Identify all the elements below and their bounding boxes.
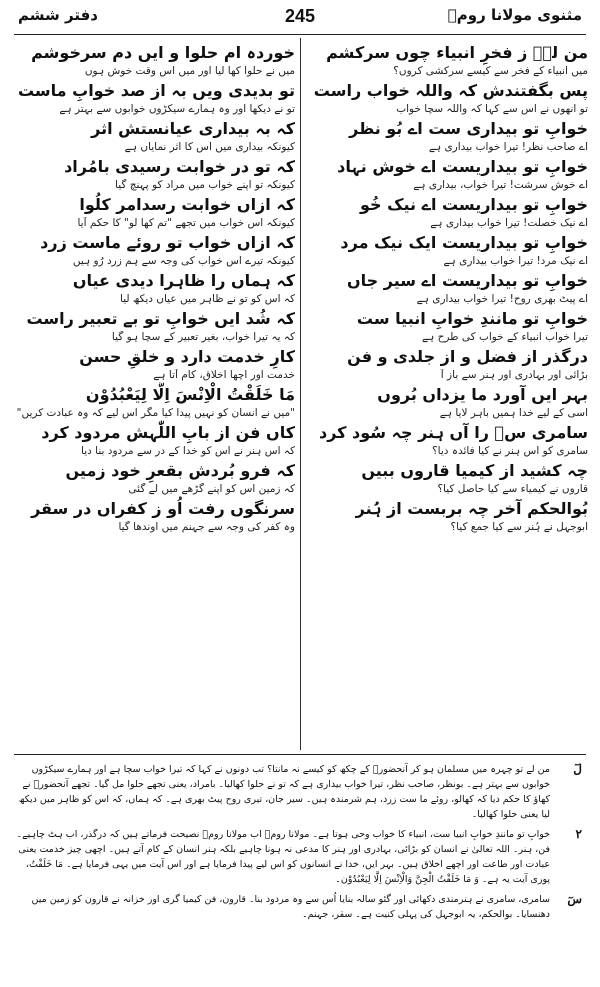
footnotes <box>14 762 586 927</box>
footnote <box>14 892 586 922</box>
header-rule <box>14 34 586 35</box>
right-column <box>305 40 588 534</box>
translation-line: اسی کے لیے خدا ہمیں باہر لایا ہے <box>439 407 588 419</box>
translation-line: قاروں نے کیمیاء سے کیا حاصل کیا؟ <box>437 483 588 495</box>
translation-line: کیونکہ تیرے اُس خواب کی وجہ سے ہم زرد رُو ہیں <box>72 255 295 267</box>
verse-line: کاں فن از بابِ اللّٰہش مردود کرد <box>41 423 295 442</box>
translation-line: کہ اُس کو تو نے ظاہر میں عیاں دیکھ لیا <box>120 293 295 305</box>
book-title: مثنوی مولانا رومؒ <box>447 6 582 24</box>
page-number: 245 <box>284 6 316 26</box>
verse-line: کہ فرو بُردش بقعرِ خود زمیں <box>65 461 295 480</box>
translation-line: "میں نے انسان کو نہیں پیدا کیا مگر اس لیے کہ وہ عبادت کریں" <box>16 407 295 419</box>
translation-line: کہ زمین اُس کو اپنے گڑھے میں لے گئی <box>128 483 295 495</box>
translation-line: کہ اُس ہنر نے اُس کو خدا کے در سے مردود بنا دیا <box>81 445 295 457</box>
verse-line: بُوالحکم آخر چہ بربست از ہُنر <box>355 499 588 518</box>
translation-line: میں نے حلوا کھا لیا اور میں اس وقت خوش ہوں <box>84 65 295 77</box>
translation-line: میں انبیاء کے فخر سے کیسے سرکشی کروں؟ <box>393 65 588 77</box>
translation-line: خدمت اور اچھا اخلاق، کام آتا ہے <box>153 369 295 381</box>
translation-line: کیونکہ اُس خواب میں تجھے "تم کھا لو" کا حکم آیا <box>77 217 295 229</box>
translation-line: تو انھوں نے اُس سے کہا کہ واللہ سچا خواب <box>396 103 588 115</box>
verse-line: کہ ہماں را ظاہرا دیدی عیاں <box>72 271 295 290</box>
verse-line: کہ شُد ایں خوابِ تو بے تعبیر راست <box>26 309 295 328</box>
translation-line: اے خوش سرشت! تیرا خواب، بیداری ہے <box>413 179 588 191</box>
verse-line: خوابِ تو بیداریست اے خوش نہاد <box>337 157 588 176</box>
translation-line: اے نیک خصلت! تیرا خواب بیداری ہے <box>430 217 588 229</box>
column-divider <box>300 38 301 750</box>
translation-line: کہ یہ تیرا خواب، بغیر تعبیر کے سچا ہو گیا <box>111 331 295 343</box>
verse-line: درگذر از فضل و از جلدی و فن <box>347 347 588 366</box>
verse-line: چہ کشید از کیمیا قاروں ببیں <box>361 461 588 480</box>
translation-line: اے نیک مرد! تیرا خواب بیداری ہے <box>443 255 588 267</box>
verse-line: من لےؔ ز فخرِ انبیاء چوں سرکشم <box>326 43 588 62</box>
translation-line: سامری کو اُس ہنر نے کیا فائدہ دیا؟ <box>432 445 588 457</box>
verse-line: بہر ایں آورد ما یزداں بُروں <box>377 385 588 404</box>
verse-line: خوابِ تو مانندِ خوابِ انبیا ست <box>356 309 588 328</box>
translation-line: ابوجہل نے ہُنر سے کیا جمع کیا؟ <box>450 521 588 533</box>
translation-line: تیرا خواب انبیاء کے خواب کی طرح ہے <box>421 331 588 343</box>
verse-line: تو بدیدی ویں بہ از صد خوابِ ماست <box>17 81 295 100</box>
translation-line: وہ کفر کی وجہ سے جہنم میں اوندھا گیا <box>118 521 295 533</box>
section-title: دفتر ششم <box>18 6 98 24</box>
footnote-rule <box>14 754 586 755</box>
footnote-text: من لے تو چہرہ میں مسلمان ہو کر آنحضورؐ کے چکھ کو کیسے نہ مانتا؟ تب دونوں نے کہا کہ تیرا خواب سچا ہے اور ہمارے سیکڑوں خوابوں سے بہتر ہے۔ بونظر، صاحب نظر، تیرا خواب بیداری ہے کہ تو نے حلوا کھالیا۔ بامراد، یعنی تجھے حلوا مل گیا۔ تجھے آنحضورؐ نے کھاؤ کا حکم دیا کہ کھالو، روئے ما ست زرد، ہم شرمندہ ہیں۔ سیر جان، تیری روح پیٹ بھری ہے۔ کہ ہماں، کہ اس کو ظاہر میں دیکھ لیا یعنی حلوا کھالیا۔ <box>18 764 550 820</box>
verse-line: سرنگوں رفت اُو ز کفراں در سقر <box>31 499 295 518</box>
verse-line: خوابِ تو بیداریست ایک نیک مرد <box>340 233 588 252</box>
verse-line: پس بگفتندش کہ واللہ خواب راست <box>313 81 588 100</box>
verse-line: خوابِ تو بیداریست اے سیر جاں <box>347 271 588 290</box>
translation-line: اے صاحب نظر! تیرا خواب بیداری ہے <box>428 141 588 153</box>
footnote-text: سامری، سامری نے ہنرمندی دکھائی اور گئو سالہ بنایا اُس سے وہ مردود بنا۔ قارون، فن کیمیا گری اور خزانہ نے قارون کو زمین میں دھنسایا۔ بوالحکم، یہ ابوجہل کی پہلی کنیت ہے۔ سقر، جہنم۔ <box>31 894 550 920</box>
translation-line: تو نے دیکھا اور وہ ہمارے سیکڑوں خوابوں سے بہتر ہے <box>59 103 295 115</box>
left-column <box>12 40 295 534</box>
page-header <box>0 4 600 34</box>
verse-line: کہ ازاں خوابت رسدامر کلُوا <box>79 195 295 214</box>
verse-line: خوابِ تو بیداریست اے نیک خُو <box>359 195 588 214</box>
verse-line: سامری سؔ را آں ہنر چہ سُود کرد <box>319 423 588 442</box>
verse-line: کہ بہ بیداری عیانستش اثر <box>91 119 295 138</box>
footnote-number: سٓ <box>567 892 582 906</box>
footnote-number: لٓ <box>573 762 582 776</box>
verse-line: خوردہ ام حلوا و ایں دم سرخوشم <box>31 43 295 62</box>
verse-line: مَا خَلَقْتُ الْاِنْسَ اِلَّا لِيَعْبُدُوْن <box>85 385 295 404</box>
verse-line: کہ ازاں خواب تو روئے ماست زرد <box>40 233 295 252</box>
footnote-text: خوابِ تو مانندِ خوابِ انبیا ست، انبیاء کا خواب وحی ہوتا ہے۔ مولانا رومؒ اب مولانا رومؒ نصیحت فرماتے ہیں کہ درگذر، اب ہٹ چاہیے۔ فن، ہنر۔ اللہ تعالیٰ نے انسان کو بڑائی، بہادری اور ہنر کا مدعی نہ ہونا چاہیے بلکہ ہنر انسان کے کام آتے ہیں۔ اچھی چیز خدمت یعنی عبادت اور طاعت اور اچھے اخلاق ہیں۔ بہر ایں، خدا نے انسانوں کو اس لیے پیدا فرمایا ہے اور اس آیت میں یہی فرمایا ہے۔ مَا خَلَقْتُ، پوری آیت یہ ہے۔ وَ مَا خَلَقْتُ الْجِنَّ وَالْاِنْسَ اِلَّا لِيَعْبُدُوْن۔ <box>16 829 550 885</box>
translation-line: کیونکہ تو اپنے خواب میں مراد کو پہنچ گیا <box>115 179 295 191</box>
translation-line: کیونکہ بیداری میں اُس کا اثر نمایاں ہے <box>124 141 295 153</box>
verse-line: کہ تو در خوابت رسیدی بامُراد <box>64 157 295 176</box>
footnote <box>14 827 586 887</box>
footnote-number: ۲ <box>575 827 582 841</box>
verse-line: کارِ خدمت دارد و خلقِ حسن <box>79 347 295 366</box>
verse-line: خوابِ تو بیداری ست اے بُو نظر <box>349 119 588 138</box>
translation-line: بڑائی اور بہادری اور ہنر سے باز آ <box>440 369 588 381</box>
footnote <box>14 762 586 822</box>
translation-line: اے پیٹ بھری روح! تیرا خواب بیداری ہے <box>416 293 588 305</box>
